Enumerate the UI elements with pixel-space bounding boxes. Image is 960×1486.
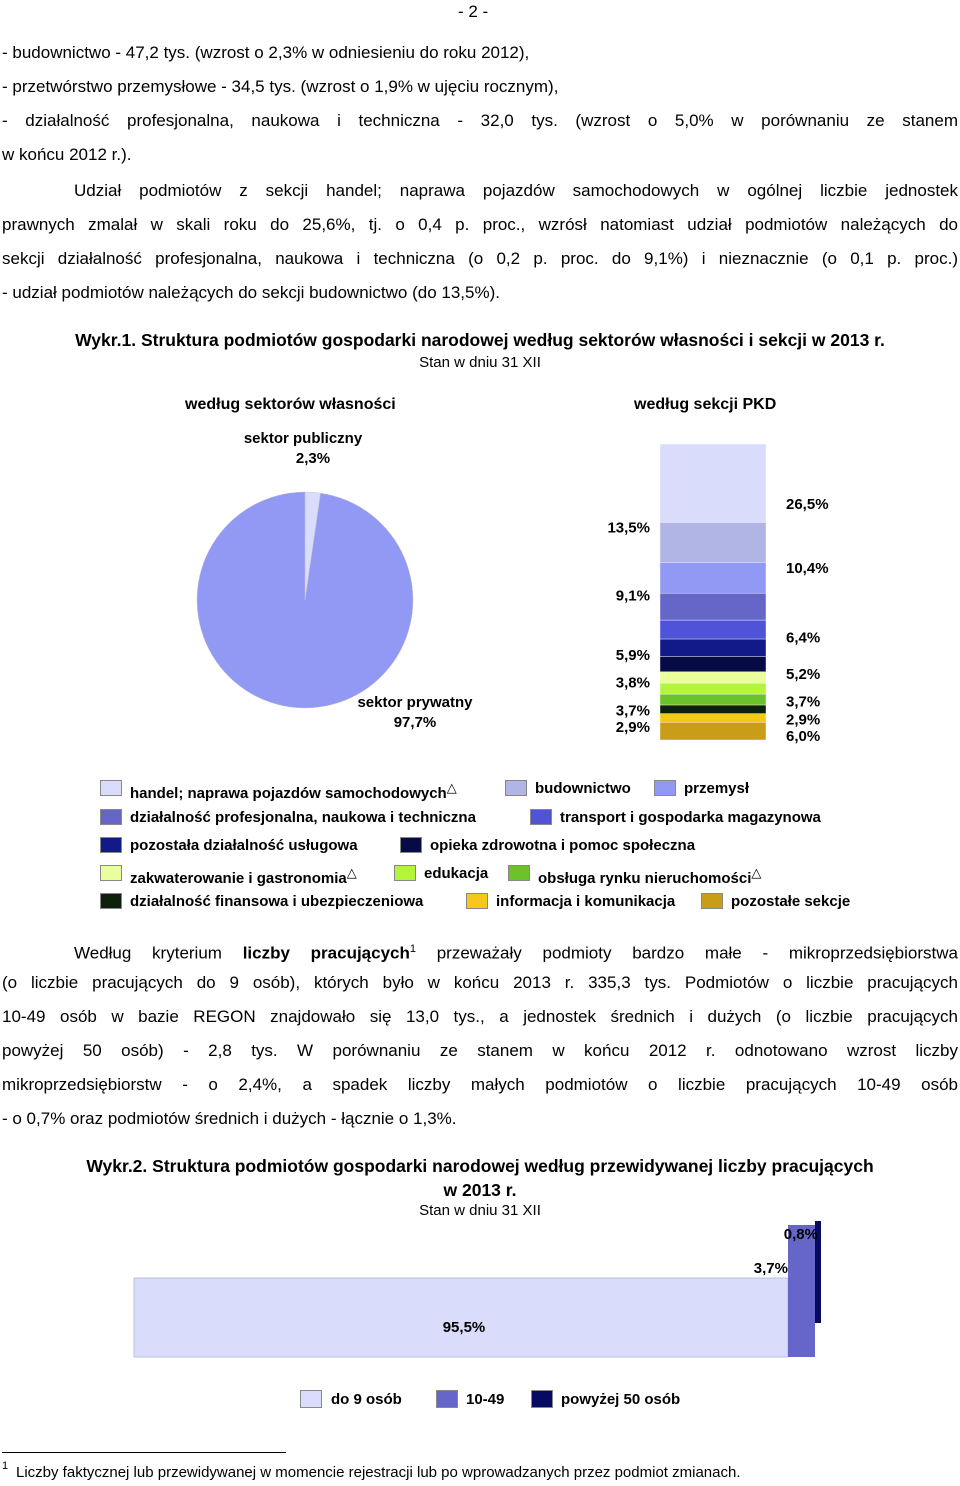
legend-swatch [508, 865, 530, 881]
legend-swatch [100, 865, 122, 881]
legend-swatch [400, 837, 422, 853]
pkd-bar-chart [580, 440, 880, 760]
legend-label: obsługa rynku nieruchomości△ [538, 865, 762, 887]
pie-label-private: sektor prywatny [357, 694, 473, 711]
legend-swatch [100, 809, 122, 825]
area-label: 3,7% [753, 1260, 788, 1277]
bar-segment [660, 522, 766, 562]
legend-label: pozostałe sekcje [731, 893, 851, 910]
legend-label: transport i gospodarka magazynowa [560, 809, 821, 826]
legend-label: 10-49 [466, 1391, 505, 1408]
bar-label: 3,8% [615, 674, 650, 692]
employment-chart [120, 1215, 840, 1385]
chart2-subtitle: Stan w dniu 31 XII [419, 1202, 541, 1219]
legend-swatch [100, 893, 122, 909]
bar-segment [660, 714, 766, 723]
text-line: - udział podmiotów należących do sekcji budownictwo (do 13,5%). [2, 283, 500, 302]
bar-label: 2,9% [786, 711, 821, 729]
legend-swatch [436, 1390, 458, 1408]
bar-label: 9,1% [615, 587, 650, 605]
bar-segment [660, 722, 766, 740]
bar-segment [660, 593, 766, 620]
pie-value-private: 97,7% [393, 714, 437, 731]
bar-segment [660, 705, 766, 714]
text-line: (o liczbie pracujących do 9 osób), których było w końcu 2013 r. 335,3 tys. Podmiotów o liczbie pracujących [2, 973, 958, 992]
pie-value-public: 2,3% [295, 450, 331, 467]
area-label: 95,5% [442, 1319, 486, 1336]
page-number: - 2 - [458, 2, 489, 21]
legend-swatch [701, 893, 723, 909]
legend-label: handel; naprawa pojazdów samochodowych△ [130, 780, 457, 802]
bar-label: 5,2% [786, 666, 821, 684]
text-line: w końcu 2012 r.). [2, 145, 132, 164]
bar-label: 2,9% [615, 718, 650, 736]
bar-segment [660, 694, 766, 705]
legend-swatch [531, 1390, 553, 1408]
text-line: sekcji działalność profesjonalna, naukowa i techniczna (o 0,2 p. proc. do 9,1%) i nieznacznie (o 0,1 p. proc.) [2, 249, 958, 268]
legend-swatch [466, 893, 488, 909]
bar-segment [660, 562, 766, 593]
legend-swatch [654, 780, 676, 796]
footnote-text: Liczby faktycznej lub przewidywanej w momencie rejestracji lub po wprowadzanych przez podmiot zmianach. [16, 1464, 741, 1481]
bar-label: 13,5% [607, 519, 650, 537]
footnote-mark: 1 [2, 1460, 9, 1472]
bar-label: 26,5% [786, 496, 829, 514]
text-line: prawnych zmalał w skali roku do 25,6%, tj. o 0,4 p. proc., wzrósł natomiast udział podmiotów należących do [2, 215, 958, 234]
legend-label: działalność finansowa i ubezpieczeniowa [130, 893, 424, 910]
pie-slice-private [197, 492, 413, 708]
pie-chart [180, 475, 430, 725]
legend-swatch [100, 780, 122, 796]
text-line: mikroprzedsiębiorstw - o 2,4%, a spadek liczby małych podmiotów o liczbie pracujących 10-49 osób [2, 1075, 958, 1094]
legend-label: opieka zdrowotna i pomoc społeczna [430, 837, 696, 854]
legend-label: powyżej 50 osób [561, 1391, 681, 1408]
area-segment [134, 1278, 788, 1357]
legend-swatch [100, 837, 122, 853]
legend-label: zakwaterowanie i gastronomia△ [130, 865, 357, 887]
pie-heading: według sektorów własności [185, 396, 396, 413]
legend-swatch [530, 809, 552, 825]
chart1-legend [0, 776, 960, 916]
text-line: 10-49 osób w bazie REGON znajdowało się 13,0 tys., a jednostek średnich i dużych (o liczbie pracujących [2, 1007, 958, 1026]
bar-label: 5,9% [615, 646, 650, 664]
legend-label: przemysł [684, 780, 750, 797]
pie-label-public: sektor publiczny [243, 430, 363, 447]
legend-label: budownictwo [535, 780, 631, 797]
legend-swatch [300, 1390, 322, 1408]
chart1-subtitle: Stan w dniu 31 XII [419, 354, 541, 371]
bar-segment [660, 672, 766, 683]
text-line: - działalność profesjonalna, naukowa i techniczna - 32,0 tys. (wzrost o 5,0% w porównaniu ze stanem [2, 111, 958, 130]
legend-label: do 9 osób [331, 1391, 402, 1408]
bar-label: 6,4% [786, 629, 821, 647]
bar-segment [660, 657, 766, 672]
bar-label: 3,7% [786, 693, 821, 711]
bar-label: 6,0% [786, 728, 821, 746]
text-line: - o 0,7% oraz podmiotów średnich i dużych - łącznie o 1,3%. [2, 1109, 457, 1128]
bar-heading: według sekcji PKD [634, 396, 777, 413]
bar-segment [660, 683, 766, 694]
bar-segment [660, 639, 766, 656]
area-label: 0,8% [783, 1226, 818, 1243]
legend-swatch [394, 865, 416, 881]
text-line: powyżej 50 osób) - 2,8 tys. W porównaniu ze stanem w końcu 2012 r. odnotowano wzrost liczby [2, 1041, 958, 1060]
legend-label: edukacja [424, 865, 489, 882]
legend-label: informacja i komunikacja [496, 893, 676, 910]
bar-segment [660, 444, 766, 522]
bar-label: 10,4% [786, 559, 829, 577]
text-line: - przetwórstwo przemysłowe - 34,5 tys. (wzrost o 1,9% w ujęciu rocznym), [2, 77, 559, 96]
bar-segment [660, 620, 766, 639]
chart1-title: Wykr.1. Struktura podmiotów gospodarki narodowej według sektorów własności i sekcji w 2013 r. [75, 330, 885, 350]
legend-swatch [505, 780, 527, 796]
footnote-divider [2, 1452, 286, 1453]
chart2-title: Wykr.2. Struktura podmiotów gospodarki narodowej według przewidywanej liczby pracujących [86, 1156, 874, 1176]
legend-label: działalność profesjonalna, naukowa i techniczna [130, 809, 476, 826]
text-line: Udział podmiotów z sekcji handel; naprawa pojazdów samochodowych w ogólnej liczbie jednostek [74, 181, 958, 200]
chart2-title-line2: w 2013 r. [443, 1180, 517, 1200]
area-segment [788, 1225, 815, 1357]
legend-label: pozostała działalność usługowa [130, 837, 358, 854]
text-line: - budownictwo - 47,2 tys. (wzrost o 2,3% w odniesieniu do roku 2012), [2, 43, 530, 62]
bar-label: 3,7% [615, 702, 650, 720]
text-line: Według kryterium liczby pracujących$^1$ przeważały podmioty bardzo małe - mikroprzedsiębiorstwa [74, 943, 958, 963]
